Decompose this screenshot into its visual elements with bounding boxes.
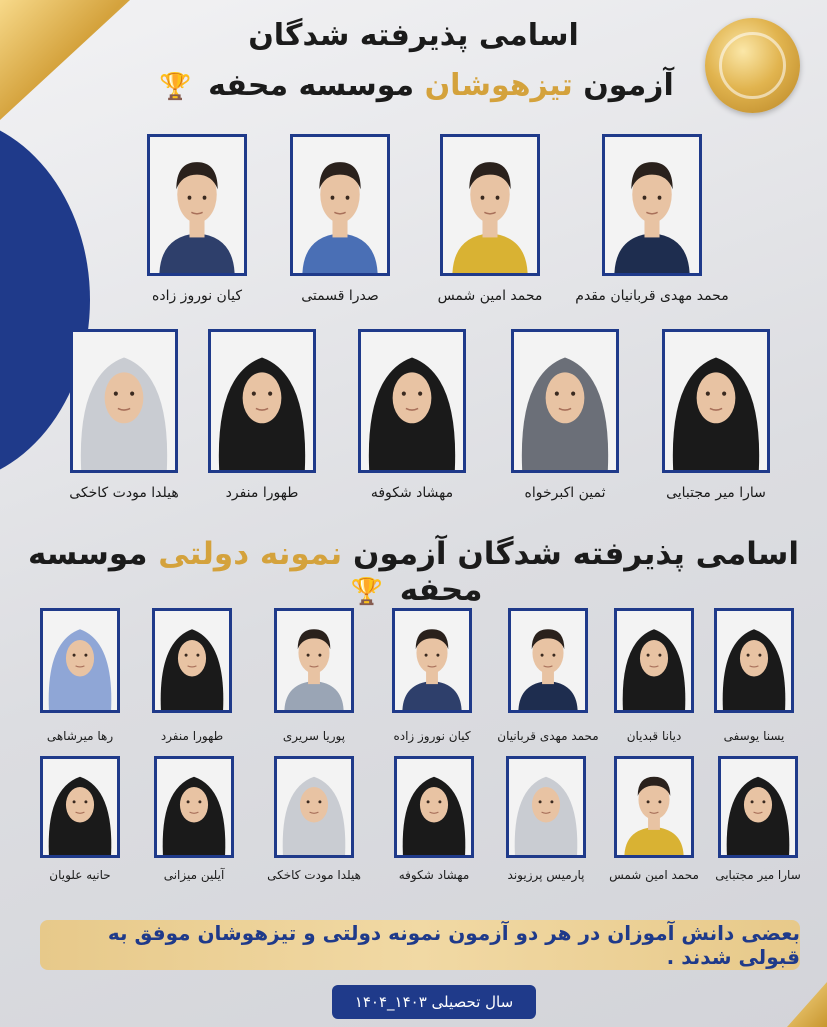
section2-title-pre: اسامی پذیرفته شدگان آزمون [353,536,799,572]
section2-title [0,536,827,608]
academic-year-badge: سال تحصیلی ۱۴۰۳_۱۴۰۴ [332,985,536,1019]
student-photo [40,756,120,858]
trophy-icon: 🏆 [350,577,383,607]
student-photo [614,756,694,858]
student-photo [506,756,586,858]
student-name: پوریا سریری [282,729,346,743]
student-name: کیان نوروز زاده [393,729,471,743]
student-name: پارمیس پرزیوند [507,868,585,882]
student-photo [70,329,178,473]
decorative-gold-corner-bottom [787,982,827,1027]
subtitle-highlight: تیزهوشان [424,68,573,103]
page-subtitle [0,68,827,103]
student-photo [274,608,354,713]
trophy-icon: 🏆 [159,72,192,102]
student-photo [511,329,619,473]
student-name: محمد مهدی قربانیان [497,729,599,743]
student-name: محمد امین شمس [609,868,699,882]
student-name: هیلدا مودت کاخکی [69,485,179,501]
student-photo [147,134,247,276]
student-name: مهشاد شکوفه [398,868,470,882]
student-photo [274,756,354,858]
student-name: آیلین میزانی [163,868,225,882]
student-photo [614,608,694,713]
page-title: اسامی پذیرفته شدگان [248,18,579,53]
student-name: صدرا قسمتی [301,288,379,304]
student-photo [718,756,798,858]
student-name: رها میرشاهی [46,729,114,743]
subtitle-pre: آزمون [583,68,674,103]
student-photo [714,608,794,713]
student-name: هیلدا مودت کاخکی [267,868,361,882]
student-photo [602,134,702,276]
student-photo [40,608,120,713]
student-name: محمد مهدی قربانیان مقدم [575,288,729,304]
section2-title-post: موسسه محفه [28,536,483,608]
student-photo [394,756,474,858]
student-name: سارا میر مجتبایی [715,868,801,882]
student-name: حانیه علویان [49,868,111,882]
student-photo [290,134,390,276]
student-name: ثمین اکبرخواه [524,485,606,501]
subtitle-post: موسسه محفه [208,68,415,103]
student-name: طهورا منفرد [225,485,299,501]
student-photo [662,329,770,473]
student-name: سارا میر مجتبایی [666,485,766,501]
student-name: طهورا منفرد [160,729,224,743]
student-photo [440,134,540,276]
student-name: یسنا یوسفی [723,729,785,743]
footer-note: بعضی دانش آموزان در هر دو آزمون نمونه دولتی و تیزهوشان موفق به قبولی شدند . [40,920,800,970]
student-photo [208,329,316,473]
student-photo [152,608,232,713]
student-name: دیانا قبدیان [626,729,682,743]
student-name: مهشاد شکوفه [370,485,454,501]
student-photo [154,756,234,858]
student-photo [392,608,472,713]
student-photo [358,329,466,473]
student-name: محمد امین شمس [437,288,543,304]
section2-title-highlight: نمونه دولتی [158,536,343,572]
student-name: کیان نوروز زاده [152,288,242,304]
student-photo [508,608,588,713]
